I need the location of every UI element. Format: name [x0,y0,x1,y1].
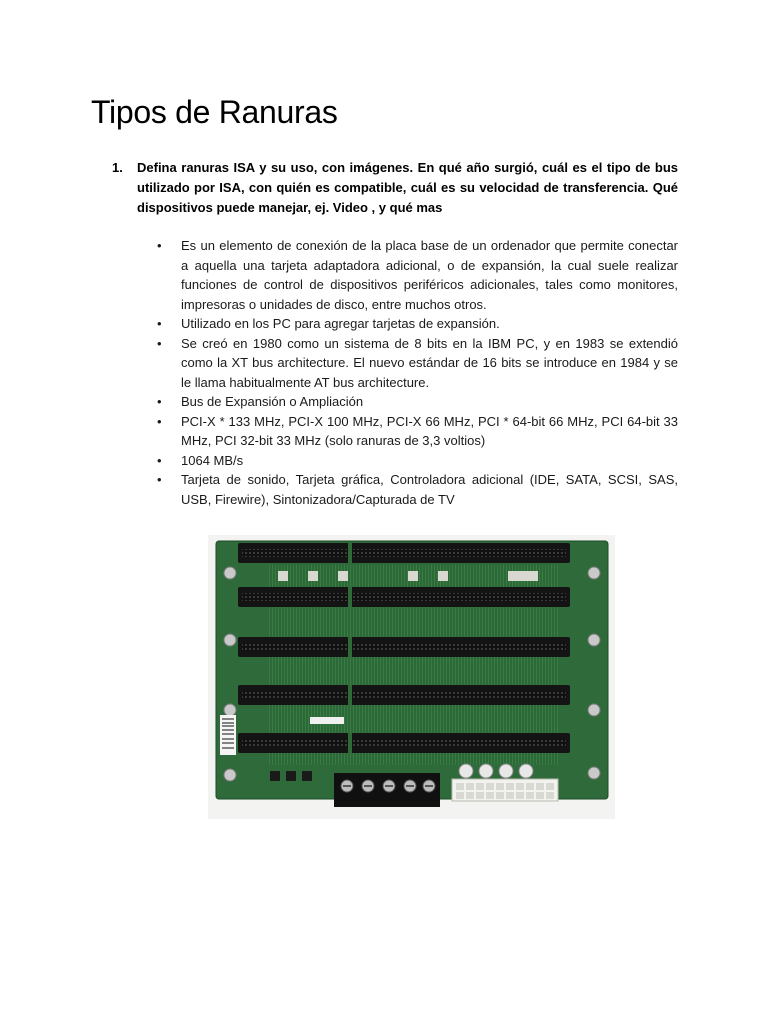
list-item [157,451,678,471]
isa-backplane-photo [208,535,615,819]
list-item-text: Es un elemento de conexión de la placa base de un ordenador que permite conectar a aquella una tarjeta adaptadora adicional, o de expansión, la cual suele realizar funciones de control de dispositivos periféricos adicionales, tales como monitores, impresoras o unidades de disco, entre muchos otros. [181,238,678,312]
page-title: Tipos de Ranuras [91,94,338,130]
list-item [157,412,678,451]
bullet-icon: • [157,335,162,351]
bullet-icon: • [157,413,162,429]
list-item-text: Tarjeta de sonido, Tarjeta gráfica, Controladora adicional (IDE, SATA, SCSI, SAS, USB, Firewire), Sintonizadora/Capturada de TV [181,472,678,507]
list-item-text: Utilizado en los PC para agregar tarjetas de expansión. [181,316,500,331]
bullet-icon: • [157,394,162,409]
list-item-text: Bus de Expansión o Ampliación [181,394,364,409]
list-item-text: PCI-X * 133 MHz, PCI-X 100 MHz, PCI-X 66 MHz, PCI * 64-bit 66 MHz, PCI 64-bit 33 MHz, PCI 32-bit 33 MHz (solo ranuras de 3,3 voltios) [181,413,678,448]
list-item [157,392,678,412]
bullet-icon: • [157,452,162,468]
list-item-text: Se creó en 1980 como un sistema de 8 bits en la IBM PC, y en 1983 se extendió como la XT bus architecture. El nuevo estándar de 16 bits se introduce en 1984 y se le llama habitualmente AT bus architecture. [181,335,678,390]
bullet-icon: • [157,238,162,253]
question-item [112,158,678,218]
bullet-icon: • [157,316,162,331]
list-item [157,470,678,509]
question-number: 1. [112,160,123,175]
question-text: Defina ranuras ISA y su uso, con imágenes. En qué año surgió, cuál es el tipo de bus utilizado por ISA, con quién es compatible, cuál es su velocidad de transferencia. Qué dispositivos puede manejar, ej. Video , y qué mas [137,160,678,215]
bullet-icon: • [157,472,162,487]
list-item [157,334,678,393]
list-item [157,236,678,314]
answer-list [157,236,678,509]
list-item [157,314,678,334]
list-item-text: 1064 MB/s [181,452,244,468]
